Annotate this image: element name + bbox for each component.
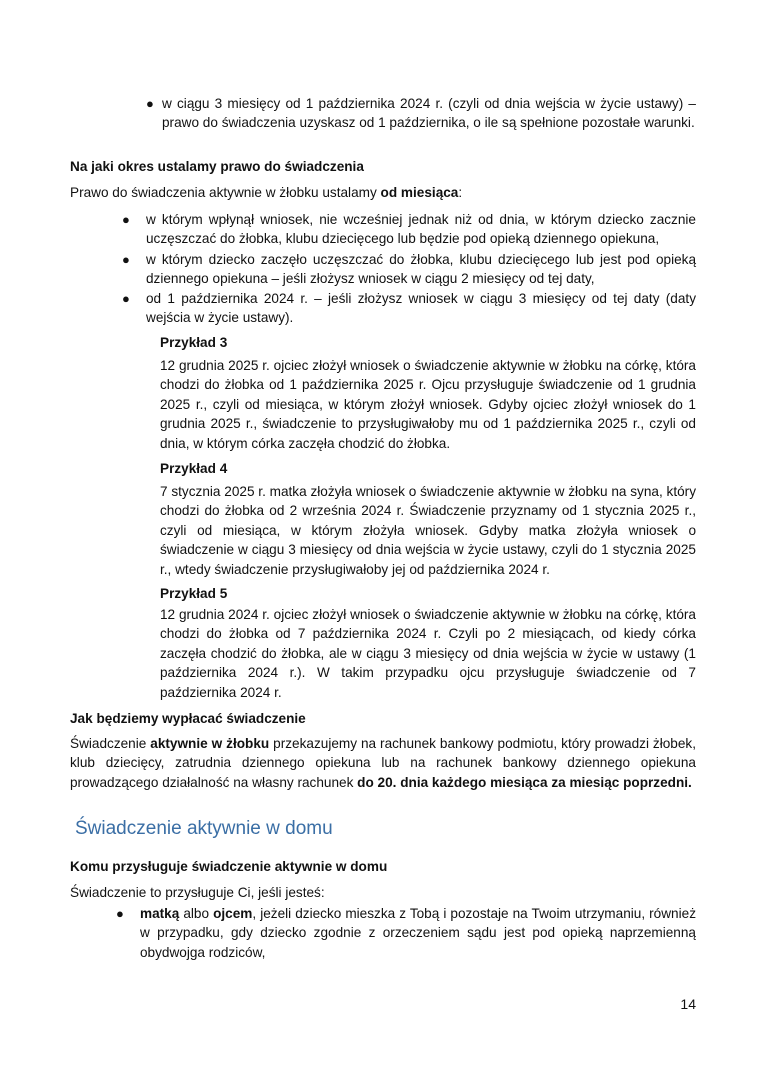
example-text: 12 grudnia 2024 r. ojciec złożył wniosek o świadczenie aktywnie w żłobku na córkę, która chodzi do żłobka od 7 października 2024 r. Czyli po 2 miesiącach, od kiedy córka zaczęła chodzić do żłobka, ale w ciągu 3 miesięcy od dnia wejścia w życie w ustawy (1 października 2024 r.). W takim przypadku ojcu przysługuje świadczenie od 7 października 2024 r. [160,607,696,700]
page-number: 14 [680,996,696,1012]
bullet-icon: ● [116,906,124,921]
bullet-icon: ● [122,291,130,306]
list-item: od 1 października 2024 r. – jeśli złożysz wniosek w ciągu 3 miesięcy od tej daty (daty wejścia w życie ustawy). [146,291,696,326]
bullet-icon: ● [122,212,130,227]
section-title: Świadczenie aktywnie w domu [75,818,333,839]
example-text: 7 stycznia 2025 r. matka złożyła wniosek o świadczenie aktywnie w żłobku na syna, który chodzi do żłobka od 2 września 2024 r. Świadczenie przyznamy od 1 stycznia 2025 r., czyli od miesiąca, w którym złożyła wniosek. Gdyby matka złożyła wniosek o świadczenie w ciągu 3 miesięcy od dnia wejścia w życie ustawy, czyli do 1 stycznia 2025 r., wtedy świadczenie przysługiwałoby jej od października 2024 r. [160,484,696,577]
section-heading-payment: Jak będziemy wypłacać świadczenie [70,711,306,726]
example-text: 12 grudnia 2025 r. ojciec złożył wniosek o świadczenie aktywnie w żłobku na córkę, która chodzi do żłobka od 1 października 2025 r. Ojcu przysługuje świadczenie od 1 grudnia 2025 r., czyli od miesiąca, w którym złożył wniosek. Gdyby ojciec złożył wniosek do 1 grudnia 2025 r., świadczenie to przysługiwałoby mu od 1 października 2025 r., czyli od dnia, w którym córka zaczęła chodzić do żłobka. [160,358,696,451]
list-item: w którym dziecko zaczęło uczęszczać do żłobka, klubu dziecięcego lub jest pod opieką dziennego opiekuna – jeśli złożysz wniosek w ciągu 2 miesięcy od tej daty, [146,252,696,287]
example-title: Przykład 5 [160,586,228,601]
example-title: Przykład 4 [160,461,228,476]
section-heading-who: Komu przysługuje świadczenie aktywnie w domu [70,859,388,874]
list-item: matką albo ojcem, jeżeli dziecko mieszka z Tobą i pozostaje na Twoim utrzymaniu, również w przypadku, gdy dziecko zgodnie z orzeczeniem sądu jest pod opieką naprzemienną obydwojga rodziców, [140,906,696,960]
example-title: Przykład 3 [160,335,228,350]
bullet-icon: ● [122,252,130,267]
paragraph-payment: Świadczenie aktywnie w żłobku przekazujemy na rachunek bankowy podmiotu, który prowadzi żłobek, klub dziecięcy, zatrudnia dziennego opiekuna lub na rachunek bankowy dziennego opiekuna prowadzącego działalność na własny rachunek do 20. dnia każdego miesiąca za miesiąc poprzedni. [70,736,696,790]
paragraph-period: Prawo do świadczenia aktywnie w żłobku ustalamy od miesiąca: [70,185,463,200]
section-heading-period: Na jaki okres ustalamy prawo do świadczenia [70,159,364,174]
list-item: w ciągu 3 miesięcy od 1 października 2024 r. (czyli od dnia wejścia w życie ustawy) – prawo do świadczenia uzyskasz od 1 października, o ile są spełnione pozostałe warunki. [162,96,696,131]
bullet-icon: ● [146,96,154,111]
paragraph-who: Świadczenie to przysługuje Ci, jeśli jesteś: [70,885,325,900]
list-item: w którym wpłynął wniosek, nie wcześniej jednak niż od dnia, w którym dziecko zacznie uczęszczać do żłobka, klubu dziecięcego lub będzie pod opieką dziennego opiekuna, [146,212,696,247]
